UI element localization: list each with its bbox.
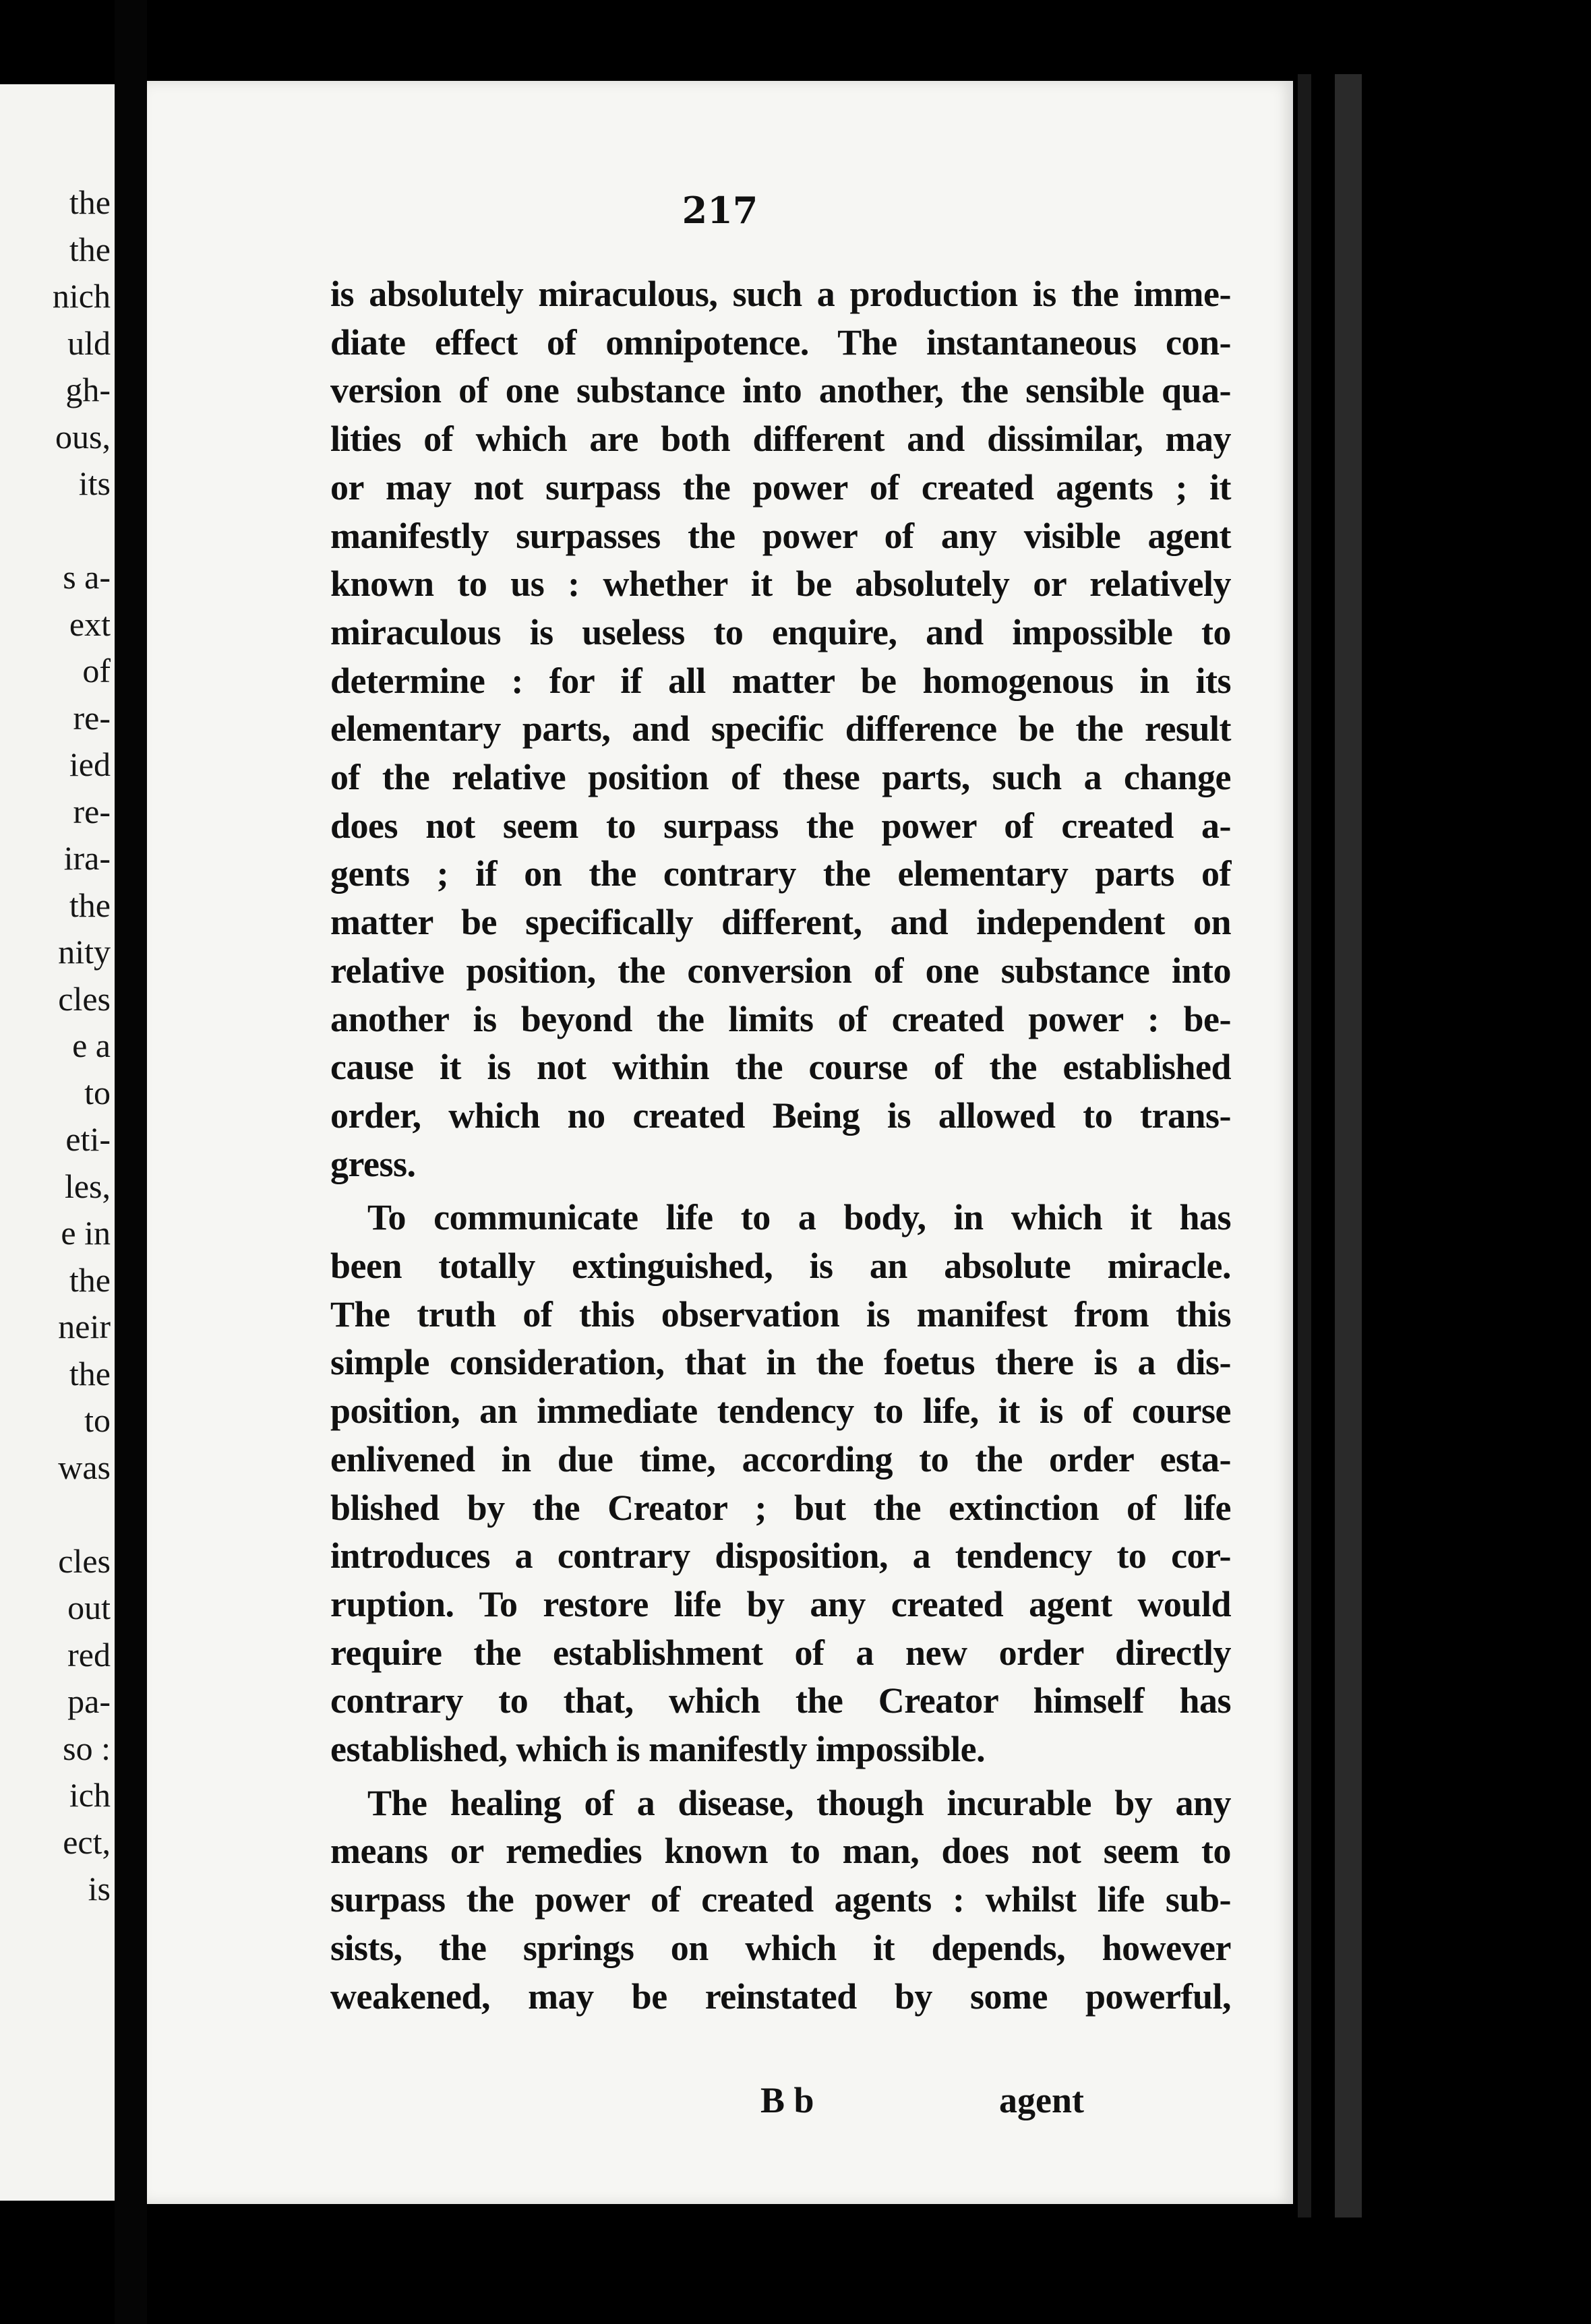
text-line: or may not surpass the power of created agents ; it	[330, 466, 1231, 508]
facing-page-line: ied	[69, 745, 111, 783]
facing-page-line: uld	[67, 324, 111, 362]
text-line: surpass the power of created agents : whilst life sub-	[330, 1879, 1231, 1920]
facing-page-line: to	[84, 1401, 111, 1439]
facing-page-line: gh-	[65, 371, 111, 408]
text-line: another is beyond the limits of created power : be-	[330, 998, 1231, 1039]
facing-page-line: was	[58, 1448, 111, 1486]
facing-page-line: re-	[73, 792, 111, 830]
facing-page-line: s a-	[63, 558, 111, 596]
text-line: gress.	[330, 1143, 416, 1184]
text-line: The healing of a disease, though incurable by any	[367, 1782, 1231, 1823]
facing-page-line: nity	[58, 933, 111, 971]
text-line: manifestly surpasses the power of any visible agent	[330, 515, 1231, 556]
facing-page-line: the	[69, 1354, 111, 1393]
text-line: version of one substance into another, the sensible qua-	[330, 370, 1231, 411]
facing-page-line: the	[69, 230, 111, 268]
text-line: is absolutely miraculous, such a production is the imme-	[330, 274, 1231, 314]
text-line: means or remedies known to man, does not seem to	[330, 1831, 1231, 1872]
text-line: ruption. To restore life by any created agent would	[330, 1583, 1231, 1624]
facing-page-line: neir	[58, 1308, 111, 1345]
facing-page-line: pa-	[67, 1682, 111, 1720]
facing-page-line: cles	[58, 1541, 111, 1580]
facing-page-line: re-	[73, 698, 111, 737]
text-line: To communicate life to a body, in which it has	[367, 1197, 1231, 1238]
text-line: The truth of this observation is manifest from this	[330, 1293, 1231, 1335]
text-line: require the establishment of a new order directly	[330, 1632, 1231, 1673]
facing-page-fragment	[0, 84, 119, 2201]
facing-page-line: ect,	[63, 1823, 111, 1861]
facing-page-line: of	[82, 652, 111, 690]
text-line: blished by the Creator ; but the extinction of life	[330, 1487, 1231, 1528]
facing-page-line: out	[67, 1589, 111, 1626]
facing-page-line: ich	[69, 1776, 111, 1814]
text-line: established, which is manifestly impossible.	[330, 1729, 986, 1769]
facing-page-line: les,	[64, 1167, 111, 1205]
page-edge	[1298, 74, 1311, 2218]
text-line: relative position, the conversion of one substance into	[330, 950, 1231, 991]
text-line: introduces a contrary disposition, a tendency to cor-	[330, 1535, 1231, 1577]
text-line: position, an immediate tendency to life, it is of course	[330, 1390, 1231, 1432]
text-line: diate effect of omnipotence. The instantaneous con-	[330, 322, 1231, 363]
facing-page-line: the	[69, 183, 111, 221]
facing-page-line: ira-	[63, 839, 111, 877]
text-line: of the relative position of these parts, such a change	[330, 757, 1231, 797]
text-line: sists, the springs on which it depends, however	[330, 1927, 1231, 1968]
text-line: contrary to that, which the Creator himself has	[330, 1680, 1231, 1721]
text-line: cause it is not within the course of the established	[330, 1047, 1231, 1088]
text-line: does not seem to surpass the power of created a-	[330, 805, 1231, 846]
text-line: simple consideration, that in the foetus there is a dis-	[330, 1342, 1231, 1383]
page-footer	[147, 2076, 1293, 2124]
facing-page-line: is	[88, 1870, 111, 1907]
text-line: miraculous is useless to enquire, and impossible to	[330, 611, 1231, 652]
text-line: weakened, may be reinstated by some powerful,	[330, 1976, 1231, 2017]
facing-page-line: nich	[52, 277, 111, 315]
facing-page-line: the	[69, 886, 111, 924]
text-line: matter be specifically different, and independent on	[330, 902, 1231, 943]
text-line: lities of which are both different and dissimilar, may	[330, 419, 1231, 460]
text-line: known to us : whether it be absolutely or relatively	[330, 563, 1231, 605]
text-line: gents ; if on the contrary the elementary parts of	[330, 853, 1231, 894]
facing-page-line: ext	[69, 605, 111, 643]
facing-page-line: eti-	[65, 1120, 111, 1158]
text-line: enlivened in due time, according to the order esta-	[330, 1438, 1231, 1479]
signature-mark: B b	[760, 2080, 814, 2120]
facing-page-line: its	[78, 464, 111, 502]
text-line: elementary parts, and specific difference be the result	[330, 708, 1231, 750]
facing-page-line: e a	[72, 1027, 111, 1064]
catchword: agent	[999, 2080, 1084, 2120]
book-gutter	[115, 0, 147, 2324]
text-line: been totally extinguished, is an absolute miracle.	[330, 1246, 1231, 1286]
facing-page-line: the	[69, 1260, 111, 1299]
facing-page-line: e in	[61, 1214, 111, 1252]
text-line: determine : for if all matter be homogenous in its	[330, 660, 1231, 701]
facing-page-line: ous,	[55, 417, 111, 456]
book-page	[147, 81, 1293, 2204]
facing-page-line: red	[67, 1635, 111, 1674]
text-line: order, which no created Being is allowed to trans-	[330, 1095, 1231, 1136]
page-number: 217	[682, 189, 758, 232]
facing-page-line: to	[84, 1073, 111, 1111]
facing-page-line: so :	[63, 1729, 111, 1767]
facing-page-line: cles	[58, 979, 111, 1018]
page-edge	[1335, 74, 1362, 2218]
